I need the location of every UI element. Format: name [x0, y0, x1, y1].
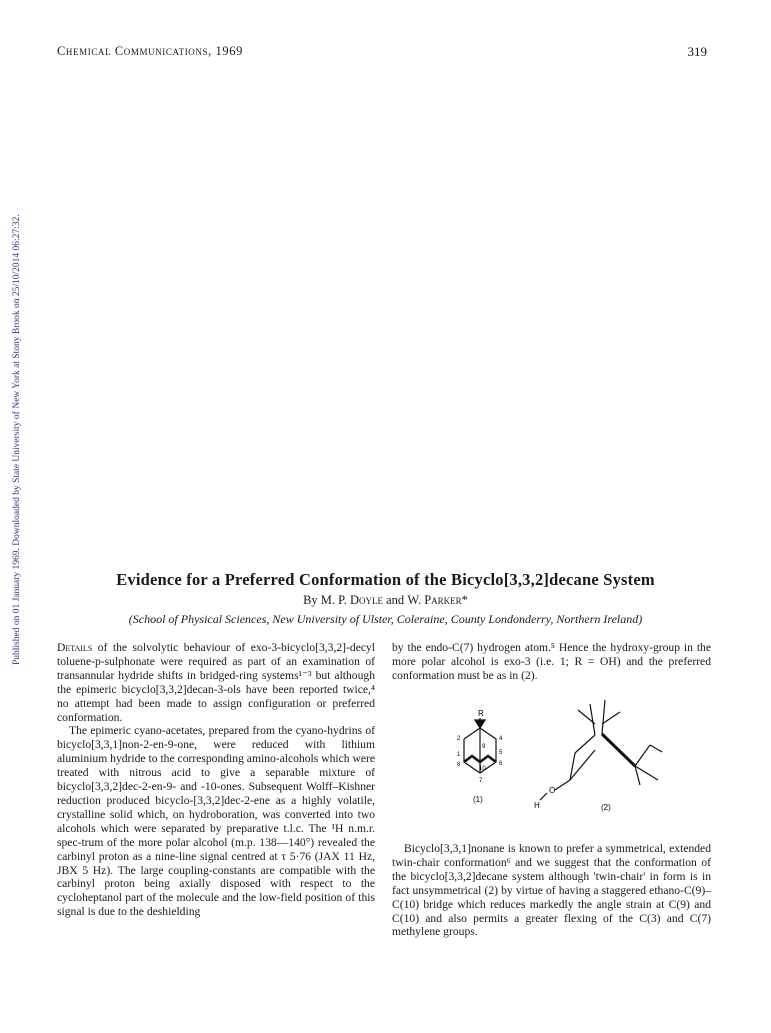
s2-bond-h-o [540, 793, 547, 800]
paragraph-1-text: of the solvolytic behaviour of exo-3-bicyclo[3,3,2]-decyl toluene-p-sulphonate were required as part of an examination of transannular hydride shifts in bridged-ring systems¹⁻³ but although the epimeric bicyclo[3,3,2]decan-3-ols have been reported twice,⁴ no attempt had been made to assign configuration or preferred conformation. [57, 641, 375, 724]
atom-6-label: 6 [499, 761, 503, 767]
paragraph-2: The epimeric cyano-acetates, prepared from the cyano-hydrins of bicyclo[3,3,1]non-2-en-9-one, were reduced with lithium aluminium hydride to the corresponding amino-alcohols which were treated with nitrous acid to give a separable mixture of bicyclo[3,3,2]dec-2-en-9- and -10-ones. Subsequent Wolff–Kishner reduction produced bicyclo-[3,3,2]dec-2-ene as a highly volatile, crystalline solid which, on hydroboration, was converted into two alcohols which were separated by preparative t.l.c. The ¹H n.m.r. spec-trum of the more polar alcohol (m.p. 138—140°) revealed the carbinyl proton as a nine-line signal centred at τ 5·76 (JAX 11 Hz, JBX 5 Hz). The large coupling-constants are compatible with the carbinyl proton being axially disposed with respect to the cycloheptanol part of the molecule and the low-field position of this signal is due to the deshielding [57, 724, 375, 919]
s2-bond-f [570, 753, 575, 780]
s2-bond-h [635, 745, 650, 766]
paragraph-1 [57, 641, 375, 724]
label-2: (2) [601, 803, 611, 812]
atom-r-label: R [478, 709, 484, 718]
paragraph-4: Bicyclo[3,3,1]nonane is known to prefer a symmetrical, extended twin-chair conformation⁶ and we suggest that the conformation of the bicyclo[3,3,2]decane system although 'twin-chair' in form is in fact unsymmetrical (2) by virtue of having a staggered ethano-C(9)–C(10) bridge which reduces markedly the angle strain at C(9) and C(10) and also permits a greater flexing of the C(3) and C(7) methylene groups. [392, 842, 711, 939]
label-1: (1) [473, 795, 483, 804]
right-column-top [392, 641, 711, 683]
atom-9-label: 9 [482, 744, 486, 750]
authors-and: and [383, 593, 408, 607]
structure-figure [430, 690, 690, 840]
s2-bond-b [602, 700, 605, 734]
download-notice: Published on 01 January 1969. Downloaded by State University of New York at Stony Brook on 25/10/2014 06:27:32. [12, 214, 22, 665]
s2-bond-e [575, 735, 595, 753]
author-doyle: M. P. Doyle [320, 593, 383, 607]
atom-10-label: 10 [479, 766, 486, 772]
atom-1-label: 1 [457, 752, 461, 758]
atom-7-label: 7 [479, 778, 483, 784]
s2-bond-k [650, 745, 662, 752]
running-head: Chemical Communications, 1969 [57, 44, 243, 58]
authors-prefix: By [303, 593, 321, 607]
atom-8-label: 8 [457, 762, 461, 768]
author-line [0, 593, 771, 608]
s2-bond-o [555, 780, 570, 790]
s2-bond-g [570, 750, 595, 780]
atom-4-label: 4 [499, 736, 503, 742]
structure-1-r-wedge [475, 720, 485, 728]
atom-o-label: O [549, 786, 556, 795]
right-column-bottom [392, 842, 711, 939]
paragraph-3: by the endo-C(7) hydrogen atom.⁵ Hence the hydroxy-group in the more polar alcohol is exo-3 (i.e. 1; R = OH) and the preferred conformation must be as in (2). [392, 641, 711, 682]
atom-5-label: 5 [499, 750, 503, 756]
s2-bond-d [602, 712, 620, 724]
paragraph-1-lead: Details [57, 641, 93, 654]
left-column [57, 641, 375, 919]
structure-1 [464, 718, 496, 773]
page-number: 319 [687, 44, 707, 59]
atom-h-label: H [534, 801, 540, 810]
s2-bond-a [590, 704, 595, 735]
affiliation: (School of Physical Sciences, New University of Ulster, Coleraine, County Londonderry, Northern Ireland) [128, 612, 643, 626]
article-title: Evidence for a Preferred Conformation of the Bicyclo[3,3,2]decane System [116, 570, 655, 589]
author-parker: W. Parker* [407, 593, 468, 607]
s2-bond-wedge [602, 734, 635, 766]
atom-2-label: 2 [457, 736, 461, 742]
structure-2 [540, 700, 662, 800]
